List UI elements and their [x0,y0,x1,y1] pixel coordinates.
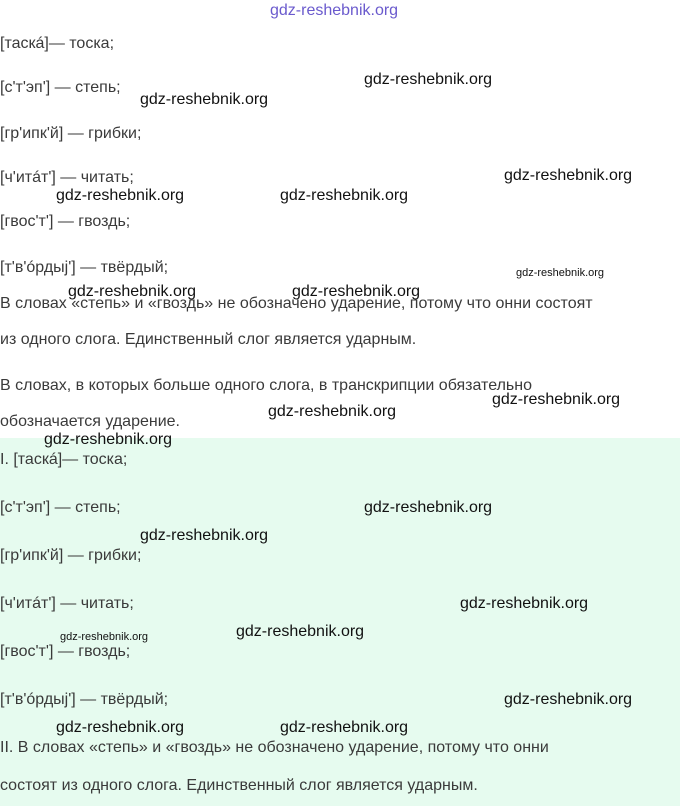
watermark: gdz-reshebnik.org [56,719,185,736]
watermark: gdz-reshebnik.org [268,403,397,420]
watermark: gdz-reshebnik.org [140,91,269,108]
answer-paragraph-line-1: II. В словах «степь» и «гвоздь» не обозначено ударение, потому что онни [0,739,549,756]
watermark: gdz-reshebnik.org [504,691,633,708]
watermark: gdz-reshebnik.org [364,499,493,516]
answer-line-4: [ч'итáт'] — читать; [0,595,134,612]
transcription-line-6: [т'в'óрдыj'] — твёрдый; [0,259,169,276]
watermark-small: gdz-reshebnik.org [60,631,149,643]
transcription-line-3: [гр'ипк'й] — грибки; [0,125,142,142]
watermark: gdz-reshebnik.org [292,283,421,300]
transcription-line-2: [с'т'эп'] — степь; [0,79,121,96]
watermark: gdz-reshebnik.org [44,431,173,448]
watermark-top: gdz-reshebnik.org [270,2,399,19]
watermark: gdz-reshebnik.org [236,623,365,640]
explanation-paragraph-2-line-2: обозначается ударение. [0,413,180,430]
explanation-paragraph-1-line-2: из одного слога. Единственный слог является ударным. [0,331,417,348]
explanation-paragraph-1-line-1: В словах «степь» и «гвоздь» не обозначено ударение, потому что онни состоят [0,295,593,312]
watermark: gdz-reshebnik.org [56,187,185,204]
transcription-line-1: [таскá]— тоска; [0,35,115,52]
watermark: gdz-reshebnik.org [460,595,589,612]
answer-line-5: [гвос'т'] — гвоздь; [0,643,131,660]
answer-line-6: [т'в'óрдыj'] — твёрдый; [0,691,169,708]
answer-paragraph-line-2: состоят из одного слога. Единственный слог является ударным. [0,777,478,794]
answer-line-2: [с'т'эп'] — степь; [0,499,121,516]
watermark: gdz-reshebnik.org [68,283,197,300]
watermark: gdz-reshebnik.org [504,167,633,184]
watermark: gdz-reshebnik.org [492,391,621,408]
watermark: gdz-reshebnik.org [280,187,409,204]
watermark-small: gdz-reshebnik.org [516,267,605,279]
transcription-line-4: [ч'итáт'] — читать; [0,169,134,186]
answer-line-1: I. [таскá]— тоска; [0,451,128,468]
answer-line-3: [гр'ипк'й] — грибки; [0,547,142,564]
watermark: gdz-reshebnik.org [280,719,409,736]
explanation-paragraph-2-line-1: В словах, в которых больше одного слога, в транскрипции обязательно [0,377,532,394]
watermark: gdz-reshebnik.org [364,71,493,88]
watermark: gdz-reshebnik.org [140,527,269,544]
transcription-line-5: [гвос'т'] — гвоздь; [0,213,131,230]
